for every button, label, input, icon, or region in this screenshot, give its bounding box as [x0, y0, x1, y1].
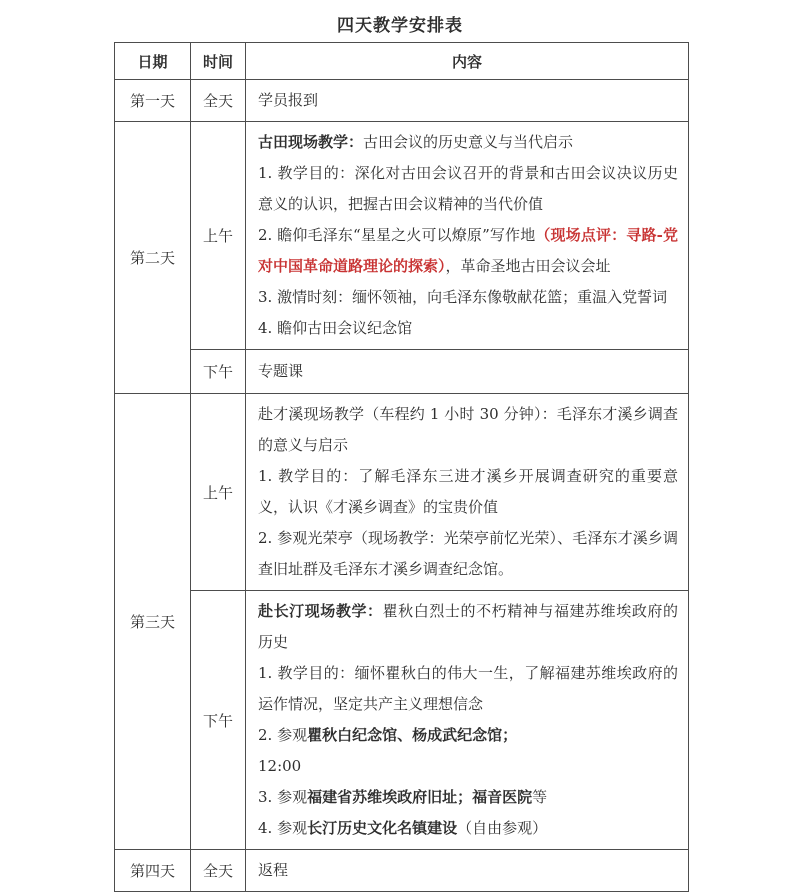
date-cell: 第一天 — [115, 80, 191, 122]
content-paragraph — [258, 313, 678, 344]
content-cell — [246, 394, 689, 591]
content-cell — [246, 591, 689, 850]
text-segment: 福建省苏维埃政府旧址；福音医院 — [307, 788, 533, 806]
text-segment: 古田会议的历史意义与当代启示 — [363, 133, 574, 151]
header-cell-content: 内容 — [246, 43, 689, 80]
text-segment: 瞿秋白烈士的不朽精神与福建苏维埃政府的历史 — [258, 602, 678, 651]
text-segment: 专题课 — [258, 362, 304, 380]
table-row — [115, 394, 689, 591]
content-paragraph — [258, 127, 678, 158]
content-paragraph — [258, 720, 678, 751]
content-paragraph — [258, 658, 678, 720]
text-segment: 1. 教学目的：缅怀瞿秋白的伟大一生，了解福建苏维埃政府的运作情况，坚定共产主义理想信念 — [258, 664, 678, 713]
content-paragraph — [258, 158, 678, 220]
content-paragraph — [258, 220, 678, 282]
text-segment: （自由参观） — [457, 819, 548, 837]
text-segment: 学员报到 — [258, 91, 319, 109]
header-cell-date: 日期 — [115, 43, 191, 80]
time-cell: 全天 — [191, 850, 246, 892]
table-row — [115, 122, 689, 350]
date-cell: 第四天 — [115, 850, 191, 892]
content-cell — [246, 122, 689, 350]
text-segment: 赴才溪现场教学（车程约 1 小时 30 分钟）：毛泽东才溪乡调查的意义与启示 — [258, 405, 678, 454]
table-row — [115, 80, 689, 122]
content-cell — [246, 80, 689, 122]
content-paragraph — [258, 523, 678, 585]
date-cell: 第三天 — [115, 394, 191, 850]
table-row — [115, 850, 689, 892]
text-segment: 返程 — [258, 861, 289, 879]
page-title: 四天教学安排表 — [337, 16, 463, 36]
text-segment: 2. 参观 — [258, 726, 308, 744]
text-segment: 4. 参观 — [258, 819, 308, 837]
text-segment: 4. 瞻仰古田会议纪念馆 — [258, 319, 413, 337]
content-cell — [246, 850, 689, 892]
content-paragraph — [258, 855, 678, 886]
content-paragraph — [258, 356, 678, 387]
content-paragraph — [258, 751, 678, 782]
time-cell: 下午 — [191, 350, 246, 394]
content-cell — [246, 350, 689, 394]
date-cell: 第二天 — [115, 122, 191, 394]
text-segment: 2. 参观光荣亭（现场教学：光荣亭前忆光荣）、毛泽东才溪乡调查旧址群及毛泽东才溪乡调查纪念馆。 — [258, 529, 678, 578]
schedule-table-body — [115, 80, 689, 892]
header-cell-time: 时间 — [191, 43, 246, 80]
content-paragraph — [258, 85, 678, 116]
time-cell: 全天 — [191, 80, 246, 122]
text-segment: 3. 参观 — [258, 788, 308, 806]
text-segment: ，革命圣地古田会议会址 — [445, 257, 611, 275]
text-segment: 1. 教学目的：深化对古田会议召开的背景和古田会议决议历史意义的认识，把握古田会议精神的当代价值 — [258, 164, 678, 213]
text-segment: （现场点评：寻路-党对中国革命道路理论的探索） — [258, 226, 678, 275]
time-cell: 上午 — [191, 122, 246, 350]
time-cell: 上午 — [191, 394, 246, 591]
table-row — [115, 591, 689, 850]
content-paragraph — [258, 782, 678, 813]
text-segment: 12:00 — [258, 757, 302, 775]
text-segment: 3. 激情时刻：缅怀领袖，向毛泽东像敬献花篮；重温入党誓词 — [258, 288, 668, 306]
content-paragraph — [258, 282, 678, 313]
table-row — [115, 350, 689, 394]
text-segment: 赴长汀现场教学： — [258, 602, 383, 620]
text-segment: 古田现场教学： — [258, 133, 364, 151]
time-cell: 下午 — [191, 591, 246, 850]
text-segment: 瞿秋白纪念馆、杨成武纪念馆； — [307, 726, 518, 744]
content-paragraph — [258, 596, 678, 658]
header-row — [115, 43, 689, 80]
text-segment: 等 — [532, 788, 548, 806]
content-paragraph — [258, 813, 678, 844]
content-paragraph — [258, 399, 678, 461]
text-segment: 2. 瞻仰毛泽东“星星之火可以燎原”写作地 — [258, 226, 536, 244]
text-segment: 1. 教学目的：了解毛泽东三进才溪乡开展调查研究的重要意义，认识《才溪乡调查》的宝贵价值 — [258, 467, 678, 516]
text-segment: 长汀历史文化名镇建设 — [307, 819, 458, 837]
content-paragraph — [258, 461, 678, 523]
schedule-table — [114, 42, 689, 892]
